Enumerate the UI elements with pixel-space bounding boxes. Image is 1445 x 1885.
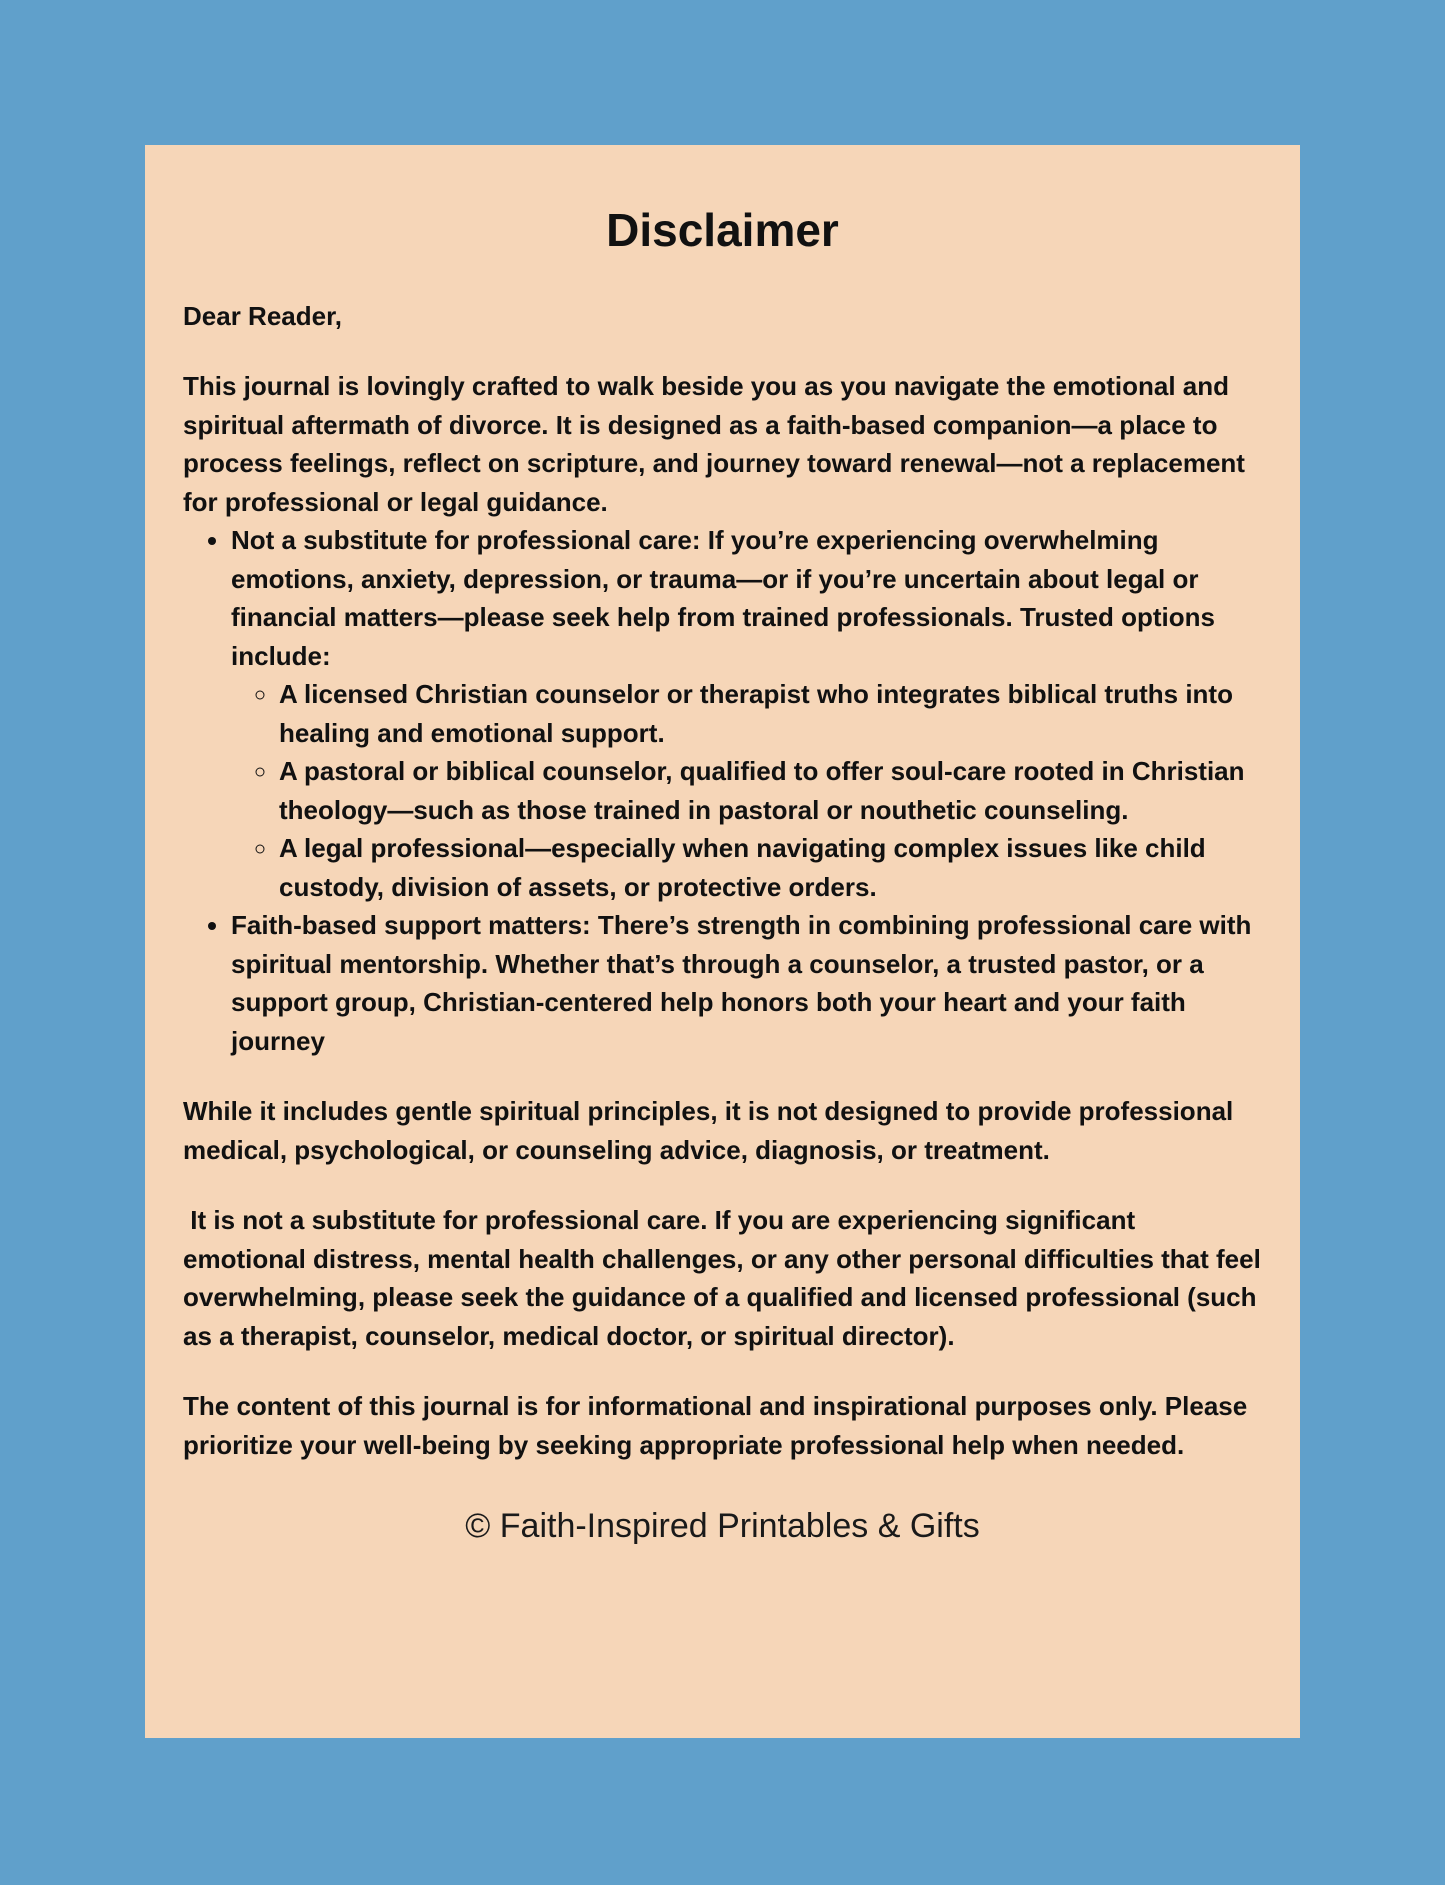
paragraph-informational-purposes: The content of this journal is for informational and inspirational purposes only. Please prioritize your well-being by seeking appropriate professional help when needed. <box>183 1391 1255 1460</box>
paragraph-professional-care: It is not a substitute for professional care. If you are experiencing significant emotional distress, mental health challenges, or any other personal difficulties that feel overwhelming, please seek the guidance of a qualified and licensed professional (such as a therapist, counselor, medical doctor, or spiritual director). <box>183 1205 1269 1351</box>
sub-list-item: ◦ A legal professional—especially when navigating complex issues like child custody, division of assets, or protective orders. <box>279 829 1262 906</box>
bullet-text: Faith-based support matters: There’s strength in combining professional care with spiritual mentorship. Whether that’s through a counselor, a trusted pastor, or a support group, Christian-centered help honors both your heart and your faith journey <box>231 910 1252 1056</box>
sub-list-item: ◦ A pastoral or biblical counselor, qualified to offer soul-care rooted in Christian theology—such as those trained in pastoral or nouthetic counseling. <box>279 752 1262 829</box>
list-item <box>231 521 1262 906</box>
disclaimer-page <box>145 145 1300 1738</box>
salutation: Dear Reader, <box>183 301 342 331</box>
sub-list-item: ◦ A licensed Christian counselor or therapist who integrates biblical truths into healing and emotional support. <box>279 675 1262 752</box>
bullet-text: Not a substitute for professional care: If you’re experiencing overwhelming emotions, anxiety, depression, or trauma—or if you’re uncertain about legal or financial matters—please seek help from trained professionals. Trusted options include: <box>231 525 1215 671</box>
sub-bullet-list <box>231 675 1262 906</box>
page-title: Disclaimer <box>606 204 839 256</box>
intro-paragraph: This journal is lovingly crafted to walk beside you as you navigate the emotional and spiritual aftermath of divorce. It is designed as a faith-based companion—a place to process feelings, reflect on scripture, and journey toward renewal—not a replacement for professional or legal guidance. <box>183 371 1253 517</box>
paragraph-spiritual-principles: While it includes gentle spiritual principles, it is not designed to provide professional medical, psychological, or counseling advice, diagnosis, or treatment. <box>183 1096 1241 1165</box>
list-item <box>231 906 1262 1060</box>
copyright-footer: © Faith-Inspired Printables & Gifts <box>465 1507 980 1545</box>
bullet-list <box>183 521 1262 1060</box>
